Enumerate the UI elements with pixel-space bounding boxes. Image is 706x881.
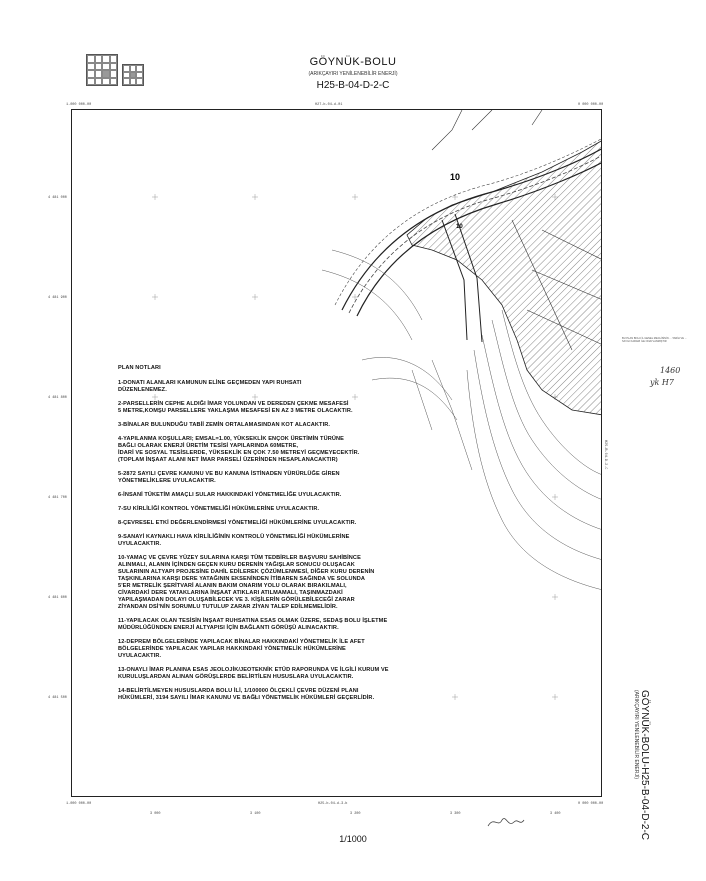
plan-note-item: 10-YAMAÇ VE ÇEVRE YÜZEY SULARINA KARŞI TÜM TEDBİRLER BAŞVURU SAHİBİNCE ALINMALI, ALANIN İÇİNDEN GEÇEN KURU DERENİN YAĞIŞLAR SONUCU OLUŞACAK SULARININ ALTYAPI PROJESİNE DAHİL EDİLEREK ÇÖZÜMLENMESİ, DİĞER KURU DERENİN TAŞKINLARINA KARŞI DERE YATAĞININ EKSENİNDEN İTİBAREN SAĞINDA VE SOLUNDA 5'ER METRELİK ŞERİTVARİ ALANIN BAKIM ONARIM YOLU OLARAK BIRAKILMALI, CİVARDAKİ DERE YATAKLARINA İNŞAAT ATIKLARI ATILMAMALI, TAŞINMAZDAKİ YAPILAŞMADAN DOLAYI OLUŞABİLECEK VE 3. KİŞİLERİN GÖRÜLEBİLECEĞİ ZARAR ZİYANDAN DSİ'NİN SORUMLU TUTULUP ZARAR ZİYAN TALEP EDİLMEMELİDİR.	[118, 555, 375, 610]
plan-notes-heading: PLAN NOTLARI	[118, 365, 161, 371]
sheet-index-grid	[86, 54, 118, 86]
sheet-locator-grid	[122, 64, 144, 86]
plan-notes	[118, 365, 488, 709]
road-width-label: 10	[450, 172, 461, 182]
bottom-tick: 3 000	[150, 812, 161, 816]
map-scale: 1/1000	[339, 834, 367, 844]
plan-note-item: 4-YAPILANMA KOŞULLARI; EMSAL=1.00, YÜKSEKLİK ENÇOK ÜRETİMİN TÜRÜNE BAĞLI OLARAK ENERJİ ÜRETİM TESİSİ YAPILARINDA 60METRE, İDARİ VE SOSYAL TESİSLERDE, YÜKSEKLİK EN ÇOK 7.50 METREYİ GEÇMEYECEKTİR. (TOPLAM İNŞAAT ALANI NET İMAR PARSELİ ÜZERİNDEN HESAPLANACAKTIR)	[118, 436, 360, 463]
side-title-sub: (ARIKÇAYIRI YENİLENEBİLİR ENERJİ)	[633, 690, 639, 780]
sheet-code: H25-B-04-D-2-C	[316, 80, 390, 91]
left-tick: 4 481 900	[48, 296, 67, 300]
left-tick: 4 481 600	[48, 596, 67, 600]
left-tick: 4 481 000	[48, 196, 67, 200]
left-tick: 4 481 500	[48, 696, 67, 700]
handwritten-date: 1460	[660, 366, 681, 375]
side-title-main: GÖYNÜK-BOLU-H25-B-04-D-2-C	[639, 690, 650, 841]
plan-note-item: 14-BELİRTİLMEYEN HUSUSLARDA BOLU İLİ, 1/100000 ÖLÇEKLİ ÇEVRE DÜZENİ PLANI HÜKÜMLERİ, 3194 SAYILI İMAR KANUNU VE BAĞLI YÖNETMELİK HÜKÜMLERİ GEÇERLİDİR.	[118, 688, 375, 701]
frame-label-bottom-right: 0 000 000-00	[578, 802, 604, 806]
frame-label-top-right: 0 000 000-00	[578, 103, 604, 107]
plan-note-item: 11-YAPILACAK OLAN TESİSİN İNŞAAT RUHSATINA ESAS OLMAK ÜZERE, SEDAŞ BOLU İŞLETME MÜDÜRLÜĞÜNDEN ENERJİ ALTYAPISI İÇİN BAĞLANTI GÖRÜŞÜ ALINACAKTIR.	[118, 618, 388, 631]
bottom-tick: 3 400	[550, 812, 561, 816]
bottom-tick: 3 100	[250, 812, 261, 816]
frame-label-top-center: H27-b-04-d-01	[315, 103, 343, 107]
left-tick: 4 481 800	[48, 396, 67, 400]
signature	[486, 814, 526, 830]
branch-road-width-label: 10	[456, 224, 463, 230]
frame-label-bottom-left: 1-000 000-00	[66, 802, 92, 806]
map-title: GÖYNÜK-BOLU	[309, 56, 397, 68]
handwritten-initials: yk H7	[650, 378, 674, 387]
plan-note-item: 5-2872 SAYILI ÇEVRE KANUNU VE BU KANUNA İSTİNADEN YÜRÜRLÜĞE GİREN YÖNETMELİKLERE UYULACAKTIR.	[118, 471, 340, 484]
plan-note-item: 9-SANAYİ KAYNAKLI HAVA KİRLİLİĞİNİN KONTROLÜ YÖNETMELİĞİ HÜKÜMLERİNE UYULACAKTIR.	[118, 534, 350, 547]
approval-stamp: BU PLAN BOLU İL GENEL MECLİSİNİN ... TARİH VE ... SAYILI KARARI İLE ONAYLANMIŞTIR	[622, 337, 687, 344]
left-tick: 4 481 700	[48, 496, 67, 500]
plan-note-item: 8-ÇEVRESEL ETKİ DEĞERLENDİRMESİ YÖNETMELİĞİ HÜKÜMLERİNE UYULACAKTIR.	[118, 520, 357, 526]
frame-label-top-left: 1-000 000-00	[66, 103, 92, 107]
plan-note-item: 1-DONATI ALANLARI KAMUNUN ELİNE GEÇMEDEN YAPI RUHSATI DÜZENLENEMEZ.	[118, 380, 302, 393]
right-frame-sheet: H25-B-04-D-2-C	[603, 440, 607, 470]
bottom-tick: 3 300	[450, 812, 461, 816]
side-title	[633, 690, 650, 840]
map-subtitle: (ARIKÇAYIRI YENİLENEBİLİR ENERJİ)	[308, 71, 398, 77]
plan-note-item: 7-SU KİRLİLİĞİ KONTROL YÖNETMELİĞİ HÜKÜMLERİNE UYULACAKTIR.	[118, 506, 320, 512]
bottom-tick: 3 200	[350, 812, 361, 816]
plan-note-item: 13-ONAYLI İMAR PLANINA ESAS JEOLOJİK/JEOTEKNİK ETÜD RAPORUNDA VE İLGİLİ KURUM VE KURULUŞLARDAN ALINAN GÖRÜŞLERDE BELİRTİLEN HUSUSLARA UYULACAKTIR.	[118, 667, 389, 680]
plan-note-item: 12-DEPREM BÖLGELERİNDE YAPILACAK BİNALAR HAKKINDAKİ YÖNETMELİK İLE AFET BÖLGELERİNDE YAPILACAK YAPILAR HAKKINDAKİ YÖNETMELİK HÜKÜMLERİNE UYULACAKTIR.	[118, 639, 365, 659]
plan-note-item: 2-PARSELLERİN CEPHE ALDIĞI İMAR YOLUNDAN VE DEREDEN ÇEKME MESAFESİ 5 METRE,KOMŞU PARSELLERE YAKLAŞMA MESAFESİ EN AZ 3 METRE OLACAKTIR.	[118, 401, 353, 414]
frame-label-bottom-center: H25-b-04-d-3-b	[318, 802, 348, 806]
plan-note-item: 3-BİNALAR BULUNDUĞU TABİİ ZEMİN ORTALAMASINDAN KOT ALACAKTIR.	[118, 422, 331, 428]
plan-note-item: 6-İNSANİ TÜKETİM AMAÇLI SULAR HAKKINDAKİ YÖNETMELİĞE UYULACAKTIR.	[118, 492, 342, 498]
